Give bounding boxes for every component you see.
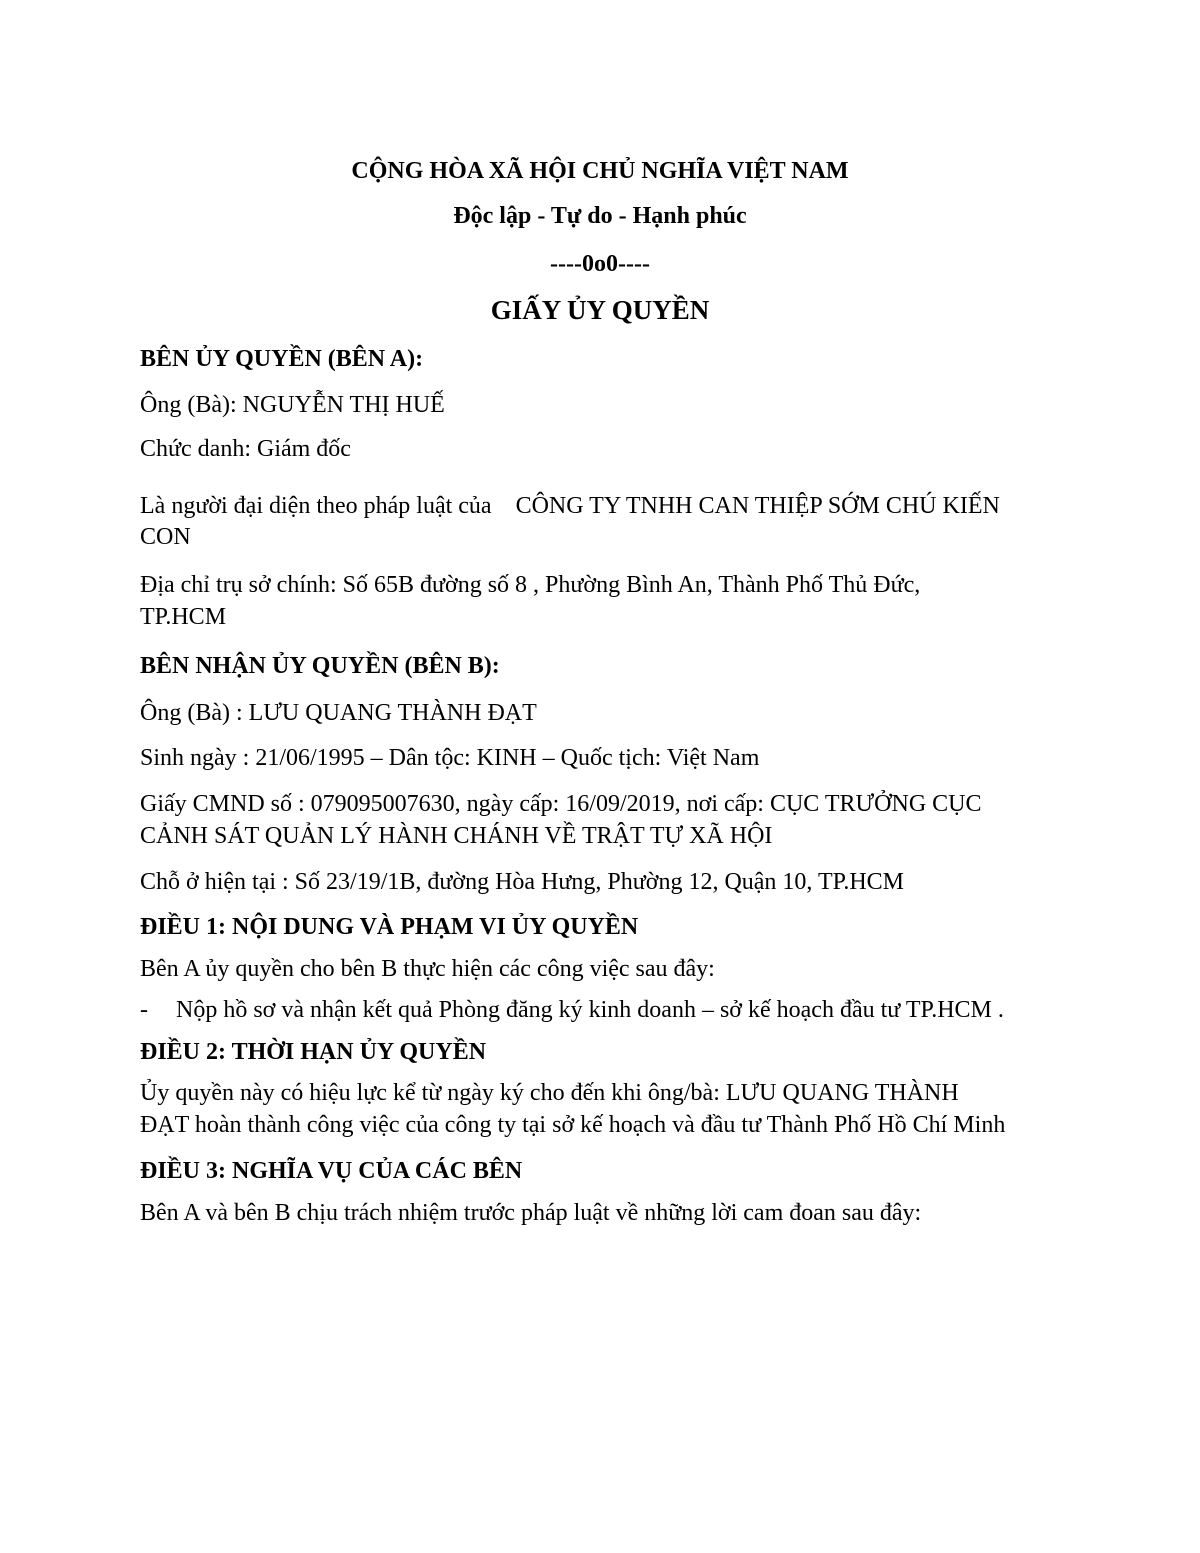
party-a-position: Chức danh: Giám đốc bbox=[140, 436, 351, 462]
party-b-heading: BÊN NHẬN ỦY QUYỀN (BÊN B): bbox=[140, 653, 500, 679]
party-b-id-cont: CẢNH SÁT QUẢN LÝ HÀNH CHÁNH VỀ TRẬT TỰ XÃ HỘI bbox=[140, 823, 773, 849]
party-a-representative: Là người đại diện theo pháp luật của CÔNG TY TNHH CAN THIỆP SỚM CHÚ KIẾN bbox=[140, 493, 1000, 519]
party-a-heading: BÊN ỦY QUYỀN (BÊN A): bbox=[140, 346, 424, 372]
article3-text: Bên A và bên B chịu trách nhiệm trước pháp luật về những lời cam đoan sau đây: bbox=[140, 1200, 922, 1226]
party-a-address: Địa chỉ trụ sở chính: Số 65B đường số 8 , Phường Bình An, Thành Phố Thủ Đức, bbox=[140, 572, 921, 598]
party-b-birth: Sinh ngày : 21/06/1995 – Dân tộc: KINH – Quốc tịch: Việt Nam bbox=[140, 745, 760, 771]
document-title: GIẤY ỦY QUYỀN bbox=[490, 295, 710, 325]
article1-bullet: Nộp hồ sơ và nhận kết quả Phòng đăng ký kinh doanh – sở kế hoạch đầu tư TP.HCM . bbox=[176, 997, 1004, 1023]
article1-intro: Bên A ủy quyền cho bên B thực hiện các công việc sau đây: bbox=[140, 956, 715, 982]
article3-heading: ĐIỀU 3: NGHĨA VỤ CỦA CÁC BÊN bbox=[140, 1158, 523, 1184]
party-b-residence: Chỗ ở hiện tại : Số 23/19/1B, đường Hòa Hưng, Phường 12, Quận 10, TP.HCM bbox=[140, 869, 905, 895]
party-b-name: Ông (Bà) : LƯU QUANG THÀNH ĐẠT bbox=[140, 700, 537, 726]
party-a-representative-cont: CON bbox=[140, 524, 191, 550]
party-a-name: Ông (Bà): NGUYỄN THỊ HUẾ bbox=[140, 392, 445, 418]
bullet-mark: - bbox=[140, 997, 148, 1023]
article2-text: Ủy quyền này có hiệu lực kể từ ngày ký cho đến khi ông/bà: LƯU QUANG THÀNH bbox=[140, 1080, 959, 1106]
article2-heading: ĐIỀU 2: THỜI HẠN ỦY QUYỀN bbox=[140, 1039, 487, 1065]
motto: Độc lập - Tự do - Hạnh phúc bbox=[453, 203, 747, 229]
nation-header: CỘNG HÒA XÃ HỘI CHỦ NGHĨA VIỆT NAM bbox=[351, 158, 849, 184]
article2-text-cont: ĐẠT hoàn thành công việc của công ty tại sở kế hoạch và đầu tư Thành Phố Hồ Chí Minh bbox=[140, 1112, 1006, 1138]
separator: ----0o0---- bbox=[550, 251, 650, 277]
party-b-id: Giấy CMND số : 079095007630, ngày cấp: 16/09/2019, nơi cấp: CỤC TRƯỞNG CỤC bbox=[140, 791, 982, 817]
party-a-address-cont: TP.HCM bbox=[140, 604, 227, 630]
article1-heading: ĐIỀU 1: NỘI DUNG VÀ PHẠM VI ỦY QUYỀN bbox=[140, 914, 639, 940]
